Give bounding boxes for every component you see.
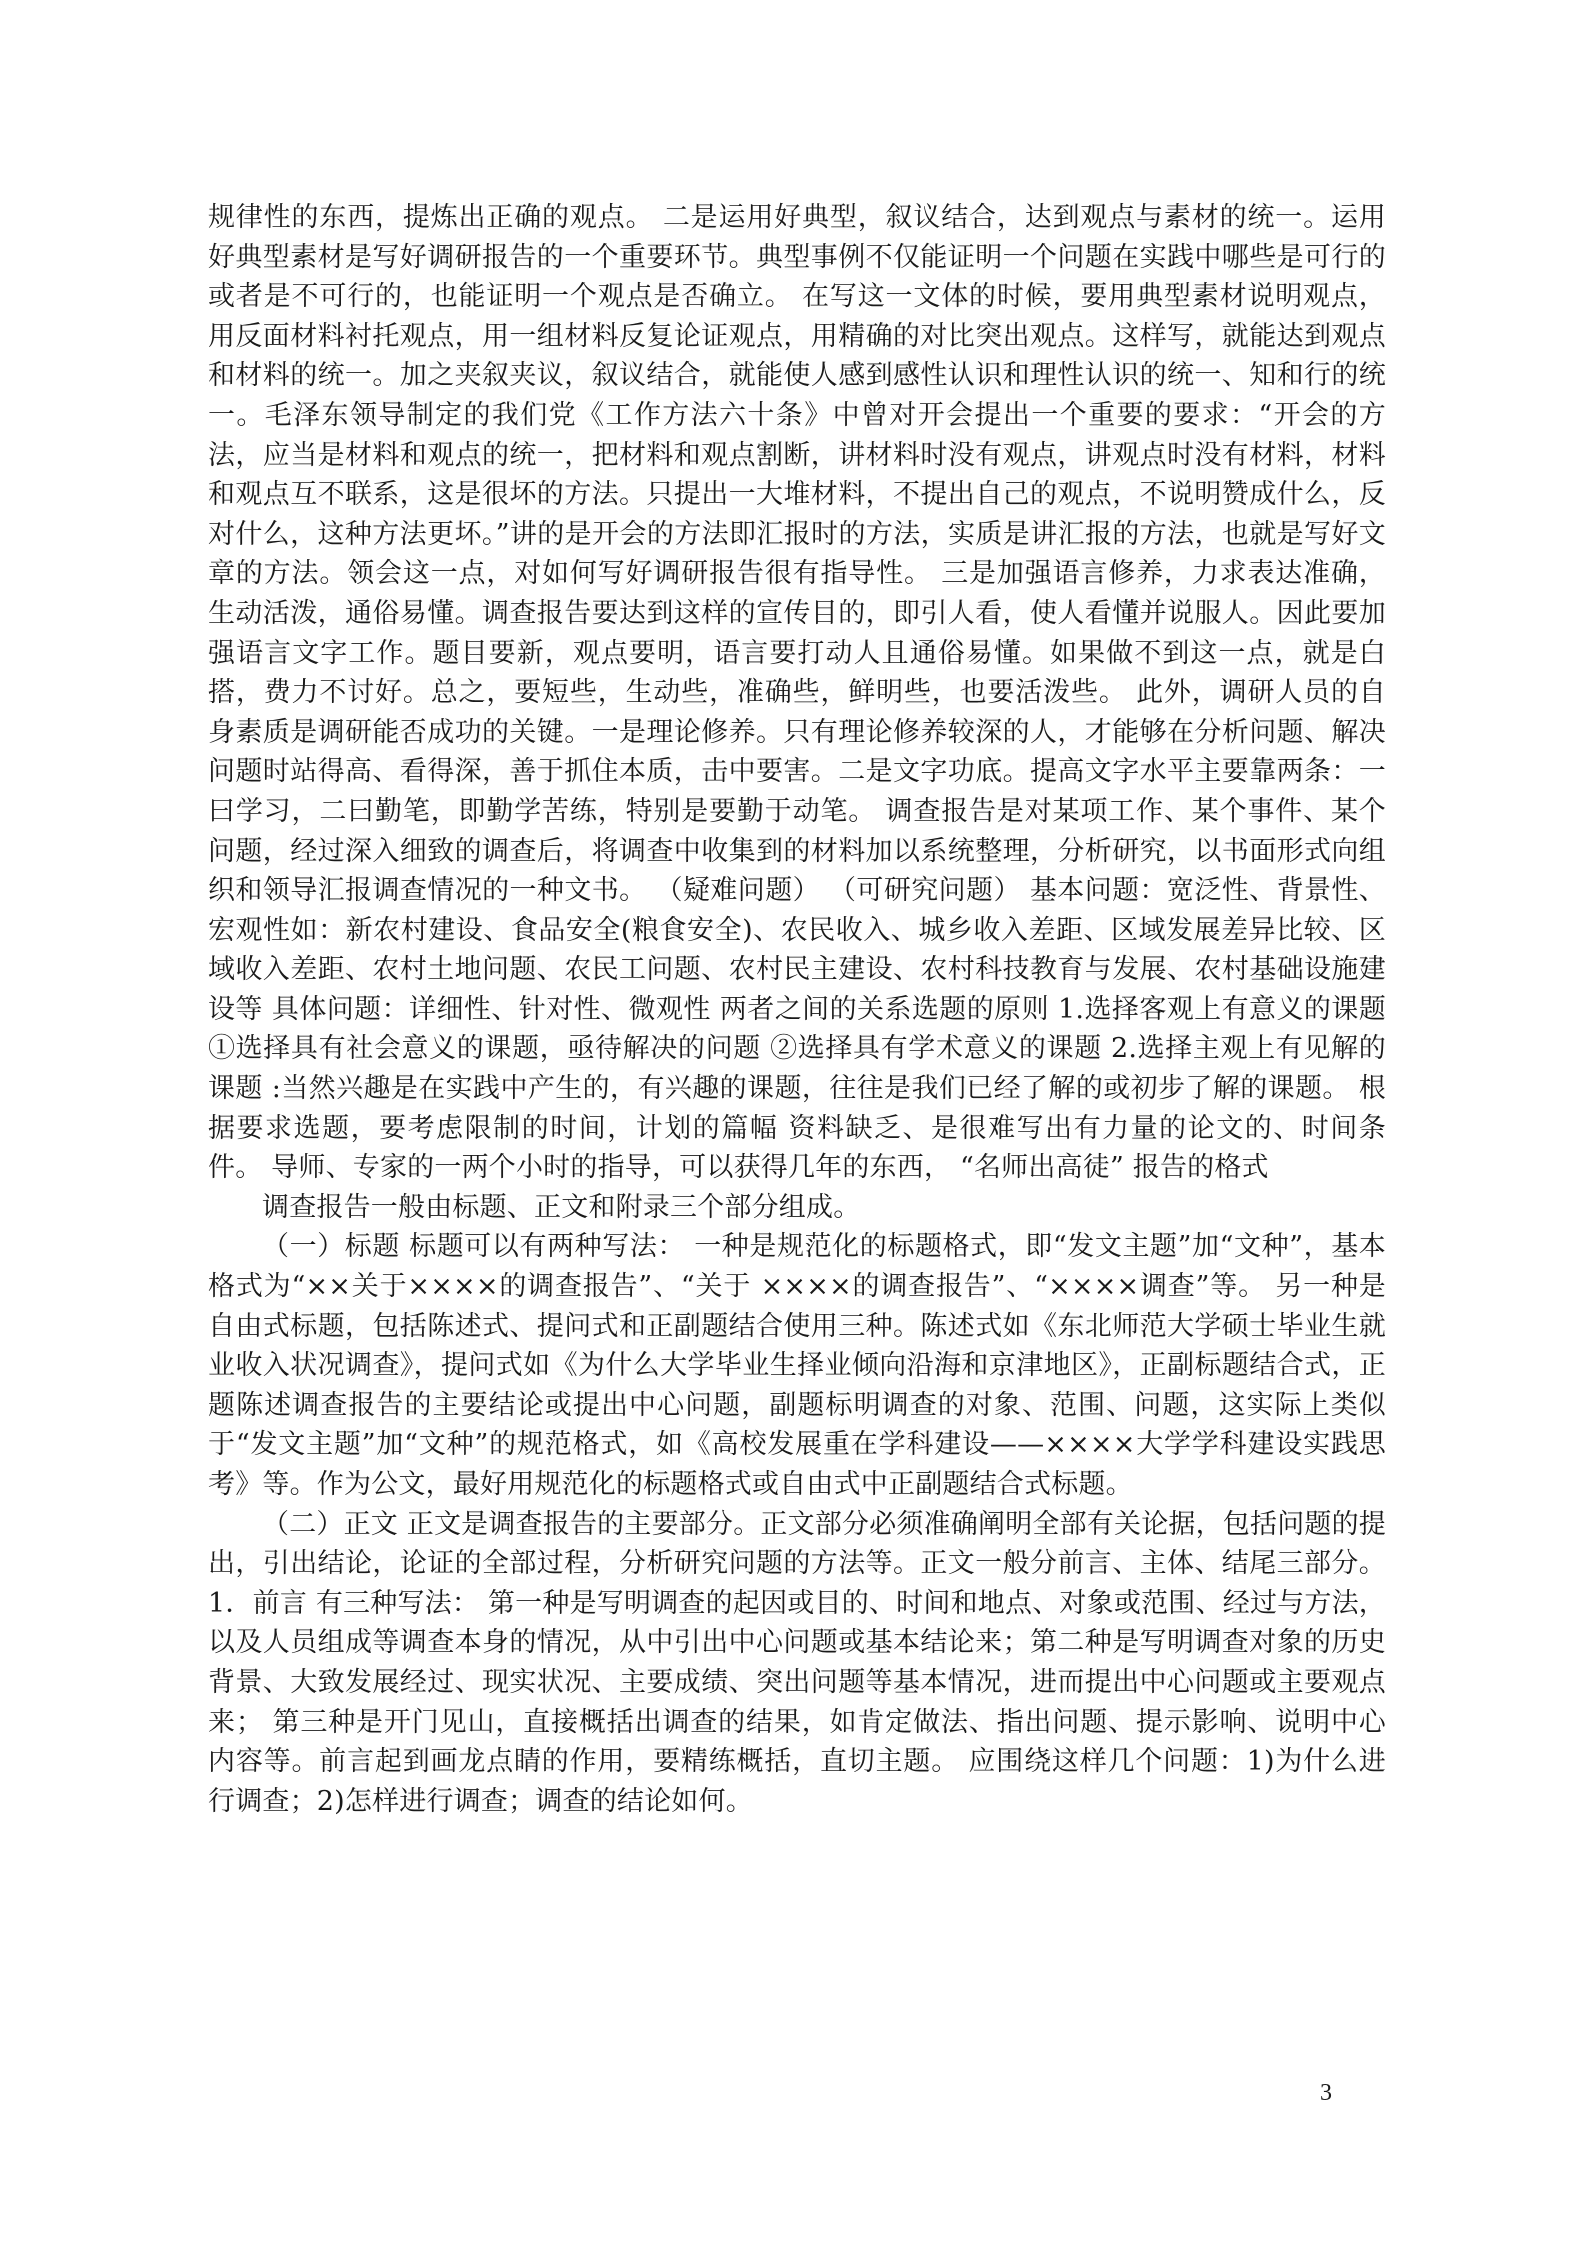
paragraph-report-structure: 调查报告一般由标题、正文和附录三个部分组成。 — [262, 1191, 861, 1223]
body-text — [208, 198, 1386, 1821]
paragraph-continued: 规律性的东西，提炼出正确的观点。 二是运用好典型，叙议结合，达到观点与素材的统一。运用好典型素材是写好调研报告的一个重要环节。典型事例不仅能证明一个问题在实践中哪些是可行的或者是不可行的，也能证明一个观点是否确立。 在写这一文体的时候，要用典型素材说明观点，用反面材料衬托观点，用一组材料反复论证观点，用精确的对比突出观点。这样写，就能达到观点和材料的统一。加之夹叙夹议，叙议结合，就能使人感到感性认识和理性认识的统一、知和行的统一。毛泽东领导制定的我们党《工作方法六十条》中曾对开会提出一个重要的要求：“开会的方法，应当是材料和观点的统一，把材料和观点割断，讲材料时没有观点，讲观点时没有材料，材料和观点互不联系，这是很坏的方法。只提出一大堆材料，不提出自己的观点，不说明赞成什么，反对什么，这种方法更坏。”讲的是开会的方法即汇报时的方法，实质是讲汇报的方法，也就是写好文章的方法。领会这一点，对如何写好调研报告很有指导性。 三是加强语言修养，力求表达准确，生动活泼，通俗易懂。调查报告要达到这样的宣传目的，即引人看，使人看懂并说服人。因此要加强语言文字工作。题目要新，观点要明，语言要打动人且通俗易懂。如果做不到这一点，就是白搭，费力不讨好。总之，要短些，生动些，准确些，鲜明些，也要活泼些。 此外，调研人员的自身素质是调研能否成功的关键。一是理论修养。只有理论修养较深的人，才能够在分析问题、解决问题时站得高、看得深，善于抓住本质，击中要害。二是文字功底。提高文字水平主要靠两条：一曰学习，二曰勤笔，即勤学苦练，特别是要勤于动笔。 调查报告是对某项工作、某个事件、某个问题，经过深入细致的调查后，将调查中收集到的材料加以系统整理，分析研究，以书面形式向组织和领导汇报调查情况的一种文书。 （疑难问题） （可研究问题） 基本问题：宽泛性、背景性、宏观性如：新农村建设、食品安全(粮食安全)、农民收入、城乡收入差距、区域发展差异比较、区域收入差距、农村土地问题、农民工问题、农村民主建设、农村科技教育与发展、农村基础设施建设等 具体问题：详细性、针对性、微观性 两者之间的关系选题的原则 1.选择客观上有意义的课题 ①选择具有社会意义的课题，亟待解决的问题 ②选择具有学术意义的课题 2.选择主观上有见解的课题 :当然兴趣是在实践中产生的，有兴趣的课题，往往是我们已经了解的或初步了解的课题。 根据要求选题，要考虑限制的时间，计划的篇幅 资料缺乏、是很难写出有力量的论文的、时间条件。 导师、专家的一两个小时的指导，可以获得几年的东西， “名师出高徒” 报告的格式 — [208, 202, 1386, 1184]
paragraph-body-section: （二）正文 正文是调查报告的主要部分。正文部分必须准确阐明全部有关论据，包括问题的提出，引出结论，论证的全部过程，分析研究问题的方法等。正文一般分前言、主体、结尾三部分。 1．前言 有三种写法： 第一种是写明调查的起因或目的、时间和地点、对象或范围、经过与方法，以及人员组成等调查本身的情况，从中引出中心问题或基本结论来；第二种是写明调查对象的历史背景、大致发展经过、现实状况、主要成绩、突出问题等基本情况，进而提出中心问题或主要观点来； 第三种是开门见山，直接概括出调查的结果，如肯定做法、指出问题、提示影响、说明中心内容等。前言起到画龙点睛的作用，要精练概括，直切主题。 应围绕这样几个问题：1)为什么进行调查；2)怎样进行调查；调查的结论如何。 — [208, 1508, 1386, 1817]
paragraph-title-section: （一）标题 标题可以有两种写法： 一种是规范化的标题格式，即“发文主题”加“文种”，基本格式为“××关于××××的调查报告”、“关于 ××××的调查报告”、“××××调查”等。 另一种是自由式标题，包括陈述式、提问式和正副题结合使用三种。陈述式如《东北师范大学硕士毕业生就业收入状况调查》，提问式如《为什么大学毕业生择业倾向沿海和京津地区》，正副标题结合式，正题陈述调查报告的主要结论或提出中心问题，副题标明调查的对象、范围、问题，这实际上类似于“发文主题”加“文种”的规范格式，如《高校发展重在学科建设——××××大学学科建设实践思考》等。作为公文，最好用规范化的标题格式或自由式中正副题结合式标题。 — [208, 1231, 1386, 1500]
page-number: 3 — [1320, 2080, 1332, 2106]
